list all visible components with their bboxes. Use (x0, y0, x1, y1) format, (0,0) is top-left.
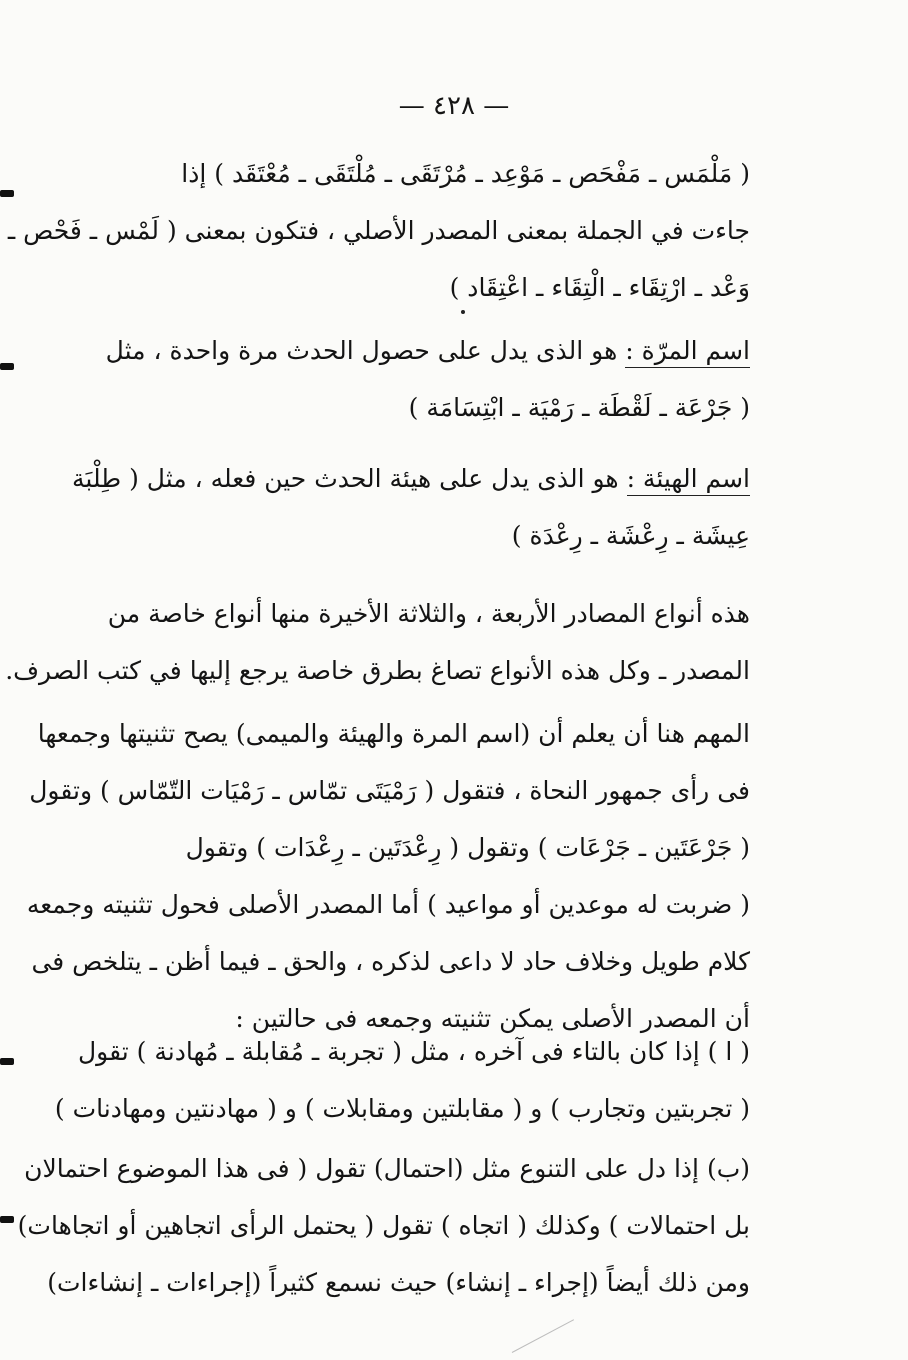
text-line: ومن ذلك أيضاً (إجراء ـ إنشاء) حيث نسمع كثيراً (إجراءات ـ إنشاءات) (47, 1268, 750, 1297)
text-line: بل احتمالات ) وكذلك ( اتجاه ) تقول ( يحتمل الرأى اتجاهين أو اتجاهات) (17, 1211, 750, 1240)
paragraph-dual-plural (26, 705, 750, 1047)
paragraph-case-a (54, 1023, 750, 1137)
text-line: المهم هنا أن يعلم أن (اسم المرة والهيئة والميمى) يصح تثنيتها وجمعها (37, 719, 750, 748)
text-line: كلام طويل وخلاف حاد لا داعى لذكره ، والحق ـ فيما أظن ـ يتلخص فى (31, 947, 750, 976)
paragraph-case-b (17, 1140, 750, 1311)
margin-mark (0, 1058, 14, 1065)
stray-dot (461, 310, 465, 314)
text-line: أن المصدر الأصلى يمكن تثنيته وجمعه فى حالتين : (235, 1004, 750, 1033)
margin-mark (0, 363, 14, 370)
term-heading: اسم الهيئة : (627, 464, 750, 496)
text-line: عِيشَة ـ رِعْشَة ـ رِعْدَة ) (511, 521, 750, 550)
paragraph-ism-hayaa (72, 450, 750, 564)
text-line: ( جَرْعَة ـ لَقْطَة ـ رَمْيَة ـ ابْتِسَامَة ) (408, 393, 750, 422)
term-definition: هو الذى يدل على حصول الحدث مرة واحدة ، مثل (105, 336, 618, 365)
text-line: ( تجربتين وتجارب ) و ( مقابلتين ومقابلات ) و ( مهادنتين ومهادنات ) (54, 1094, 750, 1123)
text-line (72, 450, 750, 507)
page-number: — ٤٢٨ — (398, 91, 510, 121)
margin-mark (0, 190, 14, 197)
text-line: ( ا ) إذا كان بالتاء فى آخره ، مثل ( تجربة ـ مُقابلة ـ مُهادنة ) تقول (78, 1037, 750, 1066)
text-line: ( مَلْمَس ـ مَفْحَص ـ مَوْعِد ـ مُرْتَقَى ـ مُلْتَقَى ـ مُعْتَقَد ) إذا (181, 159, 750, 188)
text-line: وَعْد ـ ارْتِقَاء ـ الْتِقَاء ـ اعْتِقَاد ) (449, 273, 750, 302)
text-line: هذه أنواع المصادر الأربعة ، والثلاثة الأخيرة منها أنواع خاصة من (107, 599, 750, 628)
paragraph-mimi-masdar (7, 145, 750, 316)
paragraph-ism-marra (100, 322, 750, 436)
text-line: المصدر ـ وكل هذه الأنواع تصاغ بطرق خاصة يرجع إليها في كتب الصرف. (5, 656, 750, 685)
text-line (100, 322, 750, 379)
margin-mark (0, 1216, 14, 1223)
term-heading: اسم المرّة : (625, 336, 750, 368)
scan-artifact-line (512, 1319, 574, 1353)
text-line: ( ضربت له موعدين أو مواعيد ) أما المصدر الأصلى فحول تثنيته وجمعه (26, 890, 750, 919)
term-definition: هو الذى يدل على هيئة الحدث حين فعله ، مثل ( طِلْبَة (72, 464, 619, 493)
paragraph-summary (5, 585, 750, 699)
text-line: (ب) إذا دل على التنوع مثل (احتمال) تقول ( فى هذا الموضوع احتمالان (24, 1154, 750, 1183)
text-line: ( جَرْعَتَين ـ جَرْعَات ) وتقول ( رِعْدَتَين ـ رِعْدَات ) وتقول (185, 833, 750, 862)
text-line: فى رأى جمهور النحاة ، فتقول ( رَمْيَتَى تمّاس ـ رَمْيَات التّمّاس ) وتقول (29, 776, 750, 805)
text-line: جاءت في الجملة بمعنى المصدر الأصلي ، فتكون بمعنى ( لَمْس ـ فَحْص ـ (7, 216, 750, 245)
